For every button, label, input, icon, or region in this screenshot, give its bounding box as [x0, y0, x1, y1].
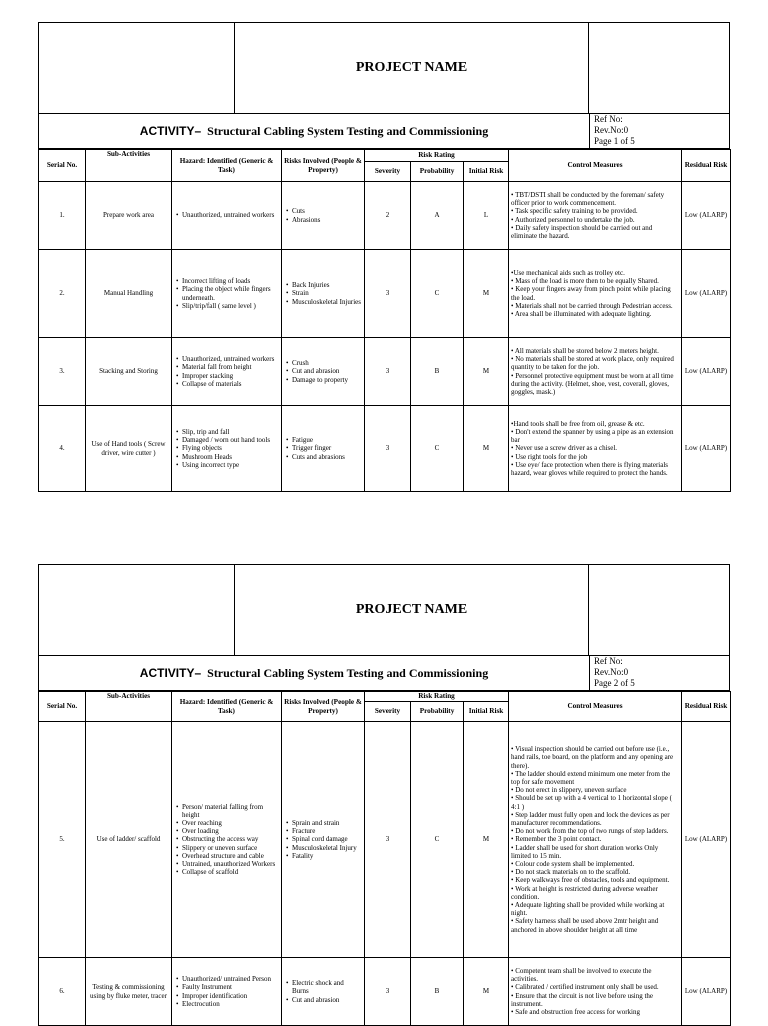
- logo-placeholder-left: [39, 565, 235, 655]
- serial-cell: 3.: [39, 338, 86, 406]
- risk-item: • Spinal cord damage: [292, 835, 362, 843]
- header-risks: Risks Involved (People & Property): [282, 150, 365, 182]
- severity-cell: 3: [365, 250, 411, 338]
- severity-cell: 3: [365, 958, 411, 1026]
- risk-item: • Abrasions: [292, 216, 362, 224]
- sub-activity-cell: Use of ladder/ scaffold: [86, 722, 172, 958]
- page-header: [38, 22, 730, 149]
- hazard-item: • Collapse of scaffold: [182, 868, 279, 876]
- logo-placeholder-left: [39, 23, 235, 113]
- residual-risk-cell: Low (ALARP): [682, 338, 731, 406]
- project-name: PROJECT NAME: [355, 602, 468, 617]
- hazard-item: • Placing the object while fingers underneath.: [182, 285, 279, 301]
- risk-item: • Sprain and strain: [292, 819, 362, 827]
- hazards-cell: [172, 722, 282, 958]
- sub-activity-cell: Use of Hand tools ( Screw driver, wire cutter ): [86, 406, 172, 492]
- hazards-cell: [172, 338, 282, 406]
- table-row: [39, 406, 731, 492]
- header-serial: Serial No.: [39, 692, 86, 722]
- hazards-cell: [172, 958, 282, 1026]
- header-sub-activities: Sub-Activities: [86, 150, 172, 182]
- control-measures-cell: • Competent team shall be involved to execute the activities. • Calibrated / certified instrument only shall be used. • Ensure that the circuit is not live before using the instrument. • Safe and obstruction free access for working: [509, 958, 682, 1026]
- severity-cell: 3: [365, 406, 411, 492]
- header-initial-risk: Initial Risk: [464, 702, 509, 722]
- hazards-cell: [172, 182, 282, 250]
- header-residual-risk: Residual Risk: [682, 150, 731, 182]
- sub-activity-cell: Testing & commissioning using by fluke meter, tracer: [86, 958, 172, 1026]
- hazard-item: • Collapse of materials: [182, 380, 279, 388]
- document-page-2: [38, 564, 730, 1026]
- sub-activity-cell: Prepare work area: [86, 182, 172, 250]
- hazard-item: • Over loading: [182, 827, 279, 835]
- header-hazard: Hazard: Identified (Generic & Task): [172, 150, 282, 182]
- hazard-item: • Slip/trip/fall ( same level ): [182, 302, 279, 310]
- serial-cell: 5.: [39, 722, 86, 958]
- hazard-item: • Damaged / worn out hand tools: [182, 436, 279, 444]
- table-row: [39, 250, 731, 338]
- header-probability: Probability: [411, 702, 464, 722]
- hazard-item: • Unauthorized, untrained workers: [182, 355, 279, 363]
- risks-cell: [282, 406, 365, 492]
- activity-title: [39, 114, 589, 148]
- risk-item: • Fatigue: [292, 436, 362, 444]
- logo-placeholder-right: [588, 23, 729, 113]
- rev-no: Rev.No:0: [594, 125, 629, 135]
- header-residual-risk: Residual Risk: [682, 692, 731, 722]
- hazards-cell: [172, 406, 282, 492]
- serial-cell: 2.: [39, 250, 86, 338]
- hazard-item: • Slip, trip and fall: [182, 428, 279, 436]
- header-control-measures: Control Measures: [509, 692, 682, 722]
- header-control-measures: Control Measures: [509, 150, 682, 182]
- hazard-item: • Slippery or uneven surface: [182, 844, 279, 852]
- control-measures-cell: • TBT/DSTI shall be conducted by the foreman/ safety officer prior to work commencement. • Task specific safety training to be provided. • Authorized personnel to undertake the job. • Daily safety inspection should be carried out and eliminate the hazard.: [509, 182, 682, 250]
- risk-assessment-table: [38, 149, 731, 492]
- severity-cell: 3: [365, 722, 411, 958]
- project-name: PROJECT NAME: [355, 60, 468, 75]
- risk-item: • Back Injuries: [292, 281, 362, 289]
- probability-cell: C: [411, 722, 464, 958]
- initial-risk-cell: M: [464, 338, 509, 406]
- probability-cell: B: [411, 958, 464, 1026]
- hazard-item: • Untrained, unauthorized Workers: [182, 860, 279, 868]
- serial-cell: 4.: [39, 406, 86, 492]
- initial-risk-cell: M: [464, 958, 509, 1026]
- table-row: [39, 958, 731, 1026]
- serial-cell: 1.: [39, 182, 86, 250]
- header-probability: Probability: [411, 162, 464, 182]
- initial-risk-cell: M: [464, 250, 509, 338]
- header-severity: Severity: [365, 702, 411, 722]
- serial-cell: 6.: [39, 958, 86, 1026]
- hazard-item: • Electrocution: [182, 1000, 279, 1008]
- control-measures-cell: • All materials shall be stored below 2 meters height. • No materials shall be stored at work place, only required quantity to be taken for the job. • Personnel protective equipment must be worn at all time during the activity. (Helmet, shoe, vest, coverall, gloves, goggles, mask.): [509, 338, 682, 406]
- risk-item: • Musculoskeletal Injury: [292, 844, 362, 852]
- risk-item: • Crush: [292, 359, 362, 367]
- reference-box: [589, 114, 729, 148]
- activity-title: [39, 656, 589, 690]
- risk-item: • Damage to property: [292, 376, 362, 384]
- risk-assessment-table: [38, 691, 731, 1026]
- risk-item: • Fatality: [292, 852, 362, 860]
- risks-cell: [282, 182, 365, 250]
- sub-activity-cell: Manual Handling: [86, 250, 172, 338]
- header-serial: Serial No.: [39, 150, 86, 182]
- header-risk-rating: Risk Rating: [365, 692, 509, 702]
- page-number: Page 2 of 5: [594, 678, 635, 688]
- control-measures-cell: •Use mechanical aids such as trolley etc. • Mass of the load is more then to be equally Shared. • Keep your fingers away from pinch point while placing the load. • Materials shall not be carried through Pedestrian access. • Area shall be illuminated with adequate lighting.: [509, 250, 682, 338]
- risk-item: • Strain: [292, 289, 362, 297]
- page-number: Page 1 of 5: [594, 136, 635, 146]
- hazard-item: • Improper identification: [182, 992, 279, 1000]
- hazard-item: • Using incorrect type: [182, 461, 279, 469]
- risks-cell: [282, 250, 365, 338]
- header-initial-risk: Initial Risk: [464, 162, 509, 182]
- risk-item: • Cut and abrasion: [292, 367, 362, 375]
- hazard-item: • Material fall from height: [182, 363, 279, 371]
- probability-cell: B: [411, 338, 464, 406]
- page-header: [38, 564, 730, 691]
- initial-risk-cell: M: [464, 406, 509, 492]
- table-row: [39, 338, 731, 406]
- risks-cell: [282, 338, 365, 406]
- risk-item: • Cut and abrasion: [292, 996, 362, 1004]
- hazard-item: • Improper stacking: [182, 372, 279, 380]
- hazards-cell: [172, 250, 282, 338]
- risk-item: • Fracture: [292, 827, 362, 835]
- logo-placeholder-right: [588, 565, 729, 655]
- risk-item: • Trigger finger: [292, 444, 362, 452]
- header-sub-activities: Sub-Activities: [86, 692, 172, 722]
- hazard-item: • Person/ material falling from height: [182, 803, 279, 819]
- document-page-1: [38, 22, 730, 492]
- ref-no: Ref No:: [594, 114, 623, 124]
- residual-risk-cell: Low (ALARP): [682, 182, 731, 250]
- risk-item: • Electric shock and Burns: [292, 979, 362, 995]
- probability-cell: C: [411, 406, 464, 492]
- ref-no: Ref No:: [594, 656, 623, 666]
- header-risks: Risks Involved (People & Property): [282, 692, 365, 722]
- risk-item: • Musculoskeletal Injuries: [292, 298, 362, 306]
- hazard-item: • Mushroom Heads: [182, 453, 279, 461]
- severity-cell: 2: [365, 182, 411, 250]
- risks-cell: [282, 722, 365, 958]
- activity-prefix: ACTIVITY–: [139, 666, 202, 680]
- control-measures-cell: • Visual inspection should be carried out before use (i.e., hand rails, toe board, on the platform and any opening are there). • The ladder should extend minimum one meter from the top for safe movement • Do not erect in slippery, uneven surface • Should be set up with a 4 vertical to 1 horizontal slope ( 4:1 ) • Step ladder must fully open and lock the devices as per manufacturer recommendations. • Do not work from the top of two rungs of step ladders. • Remember the 3 point contact. • Ladder shall be used for short duration works Only limited to 15 min. • Colour code system shall be implemented. • Do not stack materials on to the scaffold. • Keep walkways free of obstacles, tools and equipment. • Work at height is restricted during adverse weather condition. • Adequate lighting shall be provided while working at night. • Safety harness shall be used above 2mtr height and anchored in above shoulder height at all time: [509, 722, 682, 958]
- risk-item: • Cuts and abrasions: [292, 453, 362, 461]
- probability-cell: A: [411, 182, 464, 250]
- residual-risk-cell: Low (ALARP): [682, 722, 731, 958]
- control-measures-cell: •Hand tools shall be free from oil, grease & etc. • Don't extend the spanner by using a pipe as an extension bar • Never use a screw driver as a chisel. • Use right tools for the job • Use eye/ face protection when there is flying materials hazard, wear gloves while required to protect the hands.: [509, 406, 682, 492]
- table-row: [39, 182, 731, 250]
- hazard-item: • Obstructing the access way: [182, 835, 279, 843]
- residual-risk-cell: Low (ALARP): [682, 406, 731, 492]
- header-risk-rating: Risk Rating: [365, 150, 509, 162]
- hazard-item: • Flying objects: [182, 444, 279, 452]
- header-severity: Severity: [365, 162, 411, 182]
- initial-risk-cell: L: [464, 182, 509, 250]
- hazard-item: • Unauthorized, untrained workers: [182, 211, 279, 219]
- initial-risk-cell: M: [464, 722, 509, 958]
- residual-risk-cell: Low (ALARP): [682, 958, 731, 1026]
- risk-item: • Cuts: [292, 207, 362, 215]
- residual-risk-cell: Low (ALARP): [682, 250, 731, 338]
- header-hazard: Hazard: Identified (Generic & Task): [172, 692, 282, 722]
- activity-name: Structural Cabling System Testing and Commissioning: [207, 665, 489, 680]
- risks-cell: [282, 958, 365, 1026]
- hazard-item: • Over reaching: [182, 819, 279, 827]
- hazard-item: • Overhead structure and cable: [182, 852, 279, 860]
- hazard-item: • Faulty Instrument: [182, 983, 279, 991]
- hazard-item: • Unauthorized/ untrained Person: [182, 975, 279, 983]
- probability-cell: C: [411, 250, 464, 338]
- table-row: [39, 722, 731, 958]
- reference-box: [589, 656, 729, 690]
- activity-name: Structural Cabling System Testing and Commissioning: [207, 123, 489, 138]
- hazard-item: • Incorrect lifting of loads: [182, 277, 279, 285]
- activity-prefix: ACTIVITY–: [139, 124, 202, 138]
- rev-no: Rev.No:0: [594, 667, 629, 677]
- severity-cell: 3: [365, 338, 411, 406]
- sub-activity-cell: Stacking and Storing: [86, 338, 172, 406]
